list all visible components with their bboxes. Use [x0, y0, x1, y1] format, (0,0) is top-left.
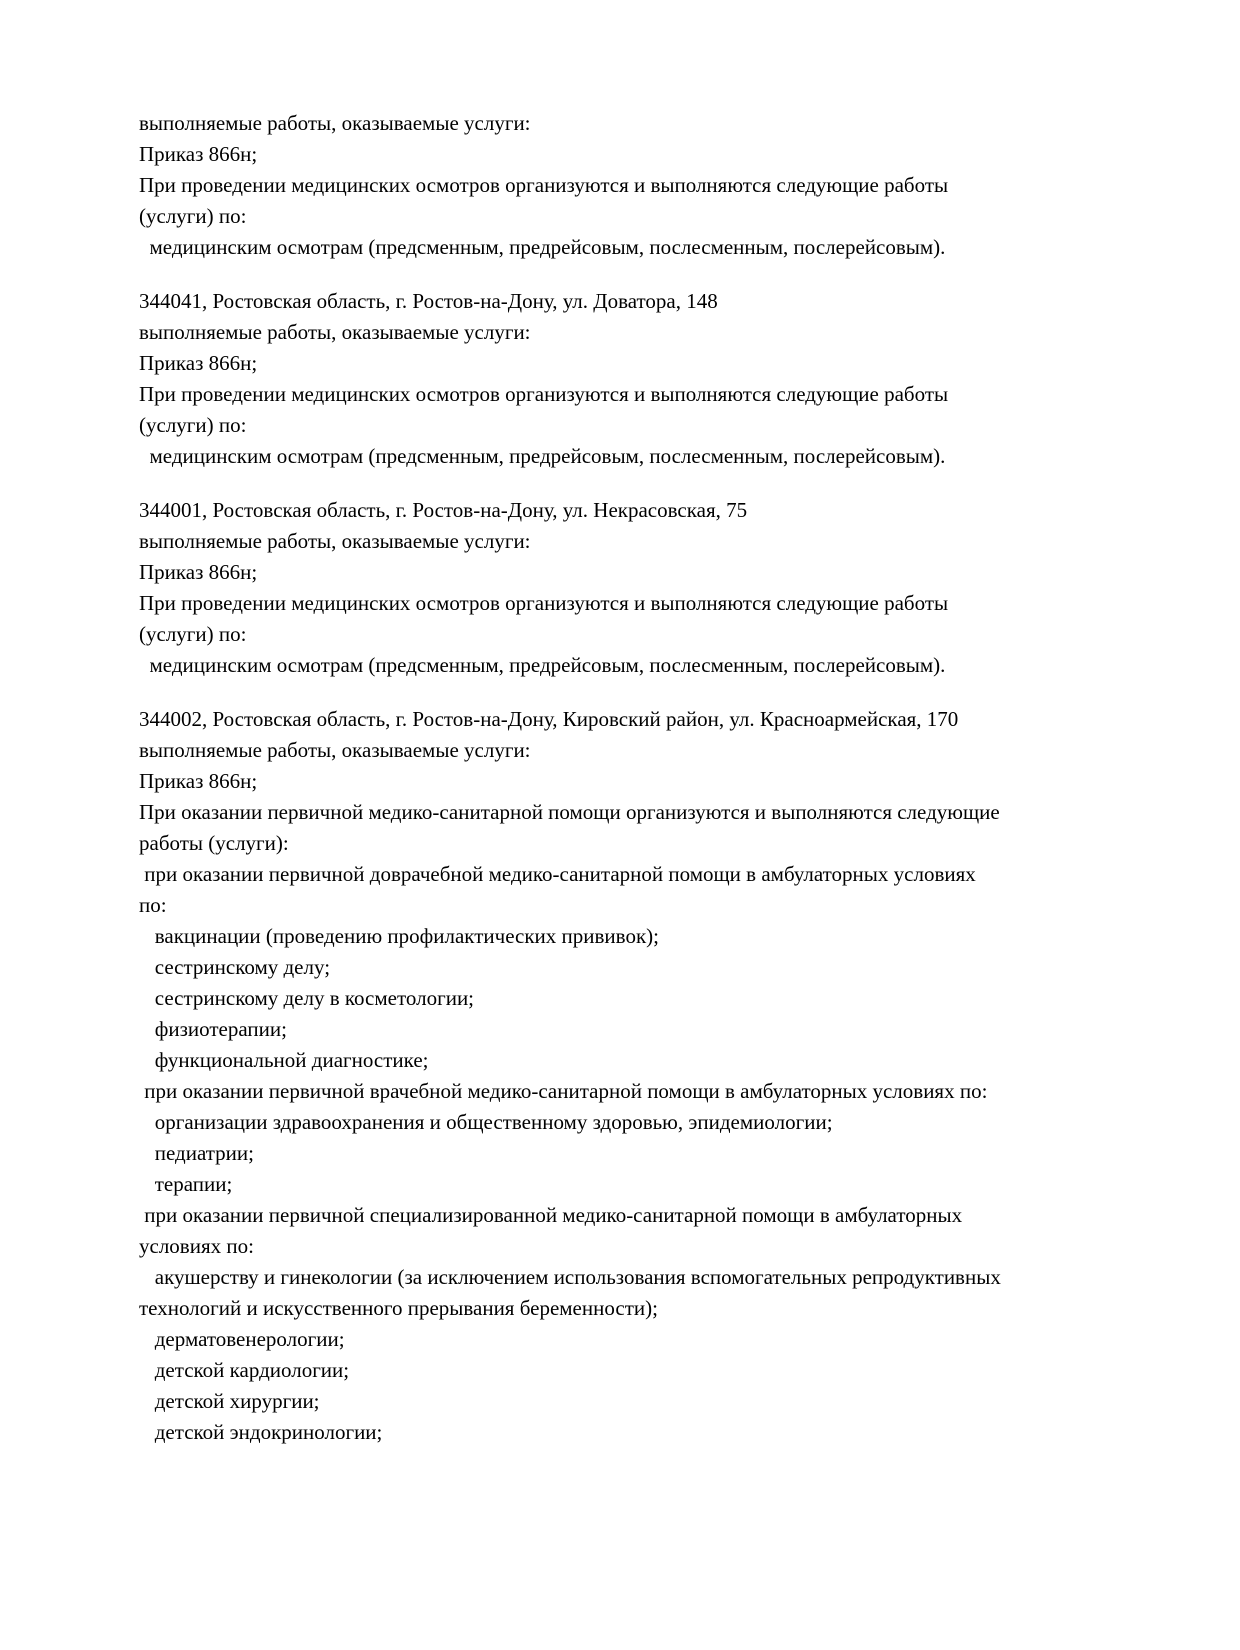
- text-line: Приказ 866н;: [139, 142, 258, 166]
- text-line: акушерству и гинекологии (за исключением использования вспомогательных репродуктивных: [139, 1265, 1001, 1289]
- text-line: физиотерапии;: [139, 1017, 287, 1041]
- text-line: сестринскому делу;: [139, 955, 331, 979]
- text-line: по:: [139, 893, 167, 917]
- text-line: выполняемые работы, оказываемые услуги:: [139, 529, 531, 553]
- text-line: Приказ 866н;: [139, 351, 258, 375]
- text-line: медицинским осмотрам (предсменным, предрейсовым, послесменным, послерейсовым).: [139, 444, 946, 468]
- text-line: вакцинации (проведению профилактических прививок);: [139, 924, 659, 948]
- text-line: выполняемые работы, оказываемые услуги:: [139, 738, 531, 762]
- text-line: условиях по:: [139, 1234, 254, 1258]
- text-line: медицинским осмотрам (предсменным, предрейсовым, послесменным, послерейсовым).: [139, 653, 946, 677]
- text-line: работы (услуги):: [139, 831, 289, 855]
- text-line: технологий и искусственного прерывания беременности);: [139, 1296, 658, 1320]
- text-line: при оказании первичной специализированной медико-санитарной помощи в амбулаторных: [139, 1203, 963, 1227]
- text-line: функциональной диагностике;: [139, 1048, 429, 1072]
- text-line: организации здравоохранения и общественному здоровью, эпидемиологии;: [139, 1110, 833, 1134]
- text-line: выполняемые работы, оказываемые услуги:: [139, 111, 531, 135]
- text-line: сестринскому делу в косметологии;: [139, 986, 475, 1010]
- text-line: детской кардиологии;: [139, 1358, 350, 1382]
- text-line: терапии;: [139, 1172, 233, 1196]
- text-line: При оказании первичной медико-санитарной помощи организуются и выполняются следующие: [139, 800, 1000, 824]
- text-line: (услуги) по:: [139, 204, 247, 228]
- section-krasnoarmeyskaya-170: [139, 704, 1210, 1448]
- text-line: при оказании первичной доврачебной медико-санитарной помощи в амбулаторных условиях: [139, 862, 976, 886]
- text-line: При проведении медицинских осмотров организуются и выполняются следующие работы: [139, 591, 949, 615]
- section-intro: [139, 108, 1210, 263]
- text-line: При проведении медицинских осмотров организуются и выполняются следующие работы: [139, 382, 949, 406]
- section-dovatora-148: [139, 286, 1210, 472]
- text-line: детской хирургии;: [139, 1389, 320, 1413]
- section-nekrasovskaya-75: [139, 495, 1210, 681]
- address-line: 344041, Ростовская область, г. Ростов-на-Дону, ул. Доватора, 148: [139, 289, 718, 313]
- text-line: Приказ 866н;: [139, 769, 258, 793]
- text-line: медицинским осмотрам (предсменным, предрейсовым, послесменным, послерейсовым).: [139, 235, 946, 259]
- text-line: выполняемые работы, оказываемые услуги:: [139, 320, 531, 344]
- text-line: (услуги) по:: [139, 413, 247, 437]
- text-line: Приказ 866н;: [139, 560, 258, 584]
- text-line: педиатрии;: [139, 1141, 254, 1165]
- text-line: (услуги) по:: [139, 622, 247, 646]
- text-line: при оказании первичной врачебной медико-санитарной помощи в амбулаторных условиях по:: [139, 1079, 988, 1103]
- text-line: При проведении медицинских осмотров организуются и выполняются следующие работы: [139, 173, 949, 197]
- text-line: дерматовенерологии;: [139, 1327, 345, 1351]
- address-line: 344002, Ростовская область, г. Ростов-на-Дону, Кировский район, ул. Красноармейская, 170: [139, 707, 959, 731]
- text-line: детской эндокринологии;: [139, 1420, 383, 1444]
- address-line: 344001, Ростовская область, г. Ростов-на-Дону, ул. Некрасовская, 75: [139, 498, 748, 522]
